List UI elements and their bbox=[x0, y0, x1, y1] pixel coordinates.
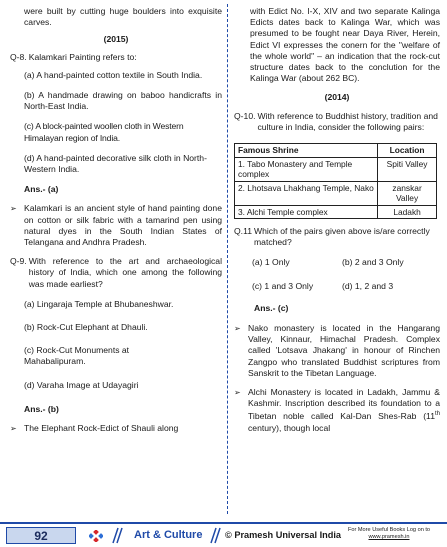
answer: Ans.- (b) bbox=[24, 403, 59, 414]
option-d: (d) 1, 2 and 3 bbox=[342, 280, 394, 291]
options-row bbox=[234, 257, 440, 268]
question-11 bbox=[234, 226, 440, 248]
year-heading: (2014) bbox=[324, 92, 350, 103]
answer: Ans.- (c) bbox=[254, 302, 289, 313]
explanation-bullet bbox=[10, 203, 222, 248]
arrow-bullet-icon: ➢ bbox=[234, 324, 241, 334]
table-row bbox=[235, 157, 437, 181]
table-row bbox=[235, 205, 437, 219]
question-10 bbox=[234, 111, 440, 133]
explanation-text-part: Alchi Monastery is located in Ladakh, Jammu & Kashmir. Inscription described its foundation to a Tibetan noble called Kal-Dan Shes-Rab (11 bbox=[248, 387, 440, 422]
right-column bbox=[234, 6, 440, 434]
arrow-bullet-icon: ➢ bbox=[234, 388, 241, 398]
answer: Ans.- (a) bbox=[24, 184, 59, 195]
arrow-bullet-icon: ➢ bbox=[10, 204, 17, 214]
explanation-text bbox=[248, 387, 440, 434]
location-cell: Ladakh bbox=[378, 205, 437, 219]
website-note bbox=[334, 527, 444, 541]
slash-divider-icon bbox=[210, 527, 220, 544]
option-c: (c) A block-painted woollen cloth in Western Himalayan region of India. bbox=[24, 121, 184, 143]
shrine-cell: 1. Tabo Monastery and Temple complex bbox=[235, 157, 378, 181]
option-c: (c) Rock-Cut Monuments at Mahabalipuram. bbox=[24, 345, 130, 367]
option-b: (b) 2 and 3 Only bbox=[342, 257, 404, 268]
options-row bbox=[234, 281, 440, 292]
page-footer bbox=[0, 522, 447, 546]
website-note-line: For More Useful Books Log on to bbox=[347, 527, 431, 533]
slash-divider-icon bbox=[112, 527, 122, 544]
option-a: (a) Lingaraja Temple at Bhubaneshwar. bbox=[24, 298, 174, 309]
explanation-bullet bbox=[10, 423, 222, 434]
option-c: (c) 1 and 3 Only bbox=[252, 280, 314, 291]
question-text: With reference to the art and archaeological history of India, which one among the following was made earliest? bbox=[28, 256, 222, 289]
location-cell: Spiti Valley bbox=[378, 157, 437, 181]
question-number: Q-10. bbox=[234, 110, 256, 121]
subject-title: Art & Culture bbox=[134, 529, 203, 541]
question-text: Kalamkari Painting refers to: bbox=[28, 51, 137, 62]
diamond-dots-icon bbox=[89, 530, 103, 542]
table-header-row bbox=[235, 144, 437, 158]
explanation-text: The Elephant Rock-Edict of Shauli along bbox=[24, 423, 179, 434]
publisher: © Pramesh Universal India bbox=[225, 530, 342, 540]
question-number: Q-8. bbox=[10, 51, 27, 62]
website-link[interactable]: www.pramesh.in bbox=[368, 534, 410, 540]
column-header: Location bbox=[378, 144, 437, 158]
page-number: 92 bbox=[6, 527, 76, 544]
arrow-bullet-icon: ➢ bbox=[10, 424, 17, 434]
option-a: (a) A hand-painted cotton textile in South India. bbox=[24, 69, 203, 80]
year-heading: (2015) bbox=[103, 34, 129, 45]
continued-paragraph: were built by cutting huge boulders into exquisite carves. bbox=[24, 6, 222, 28]
location-cell: zanskar Valley bbox=[378, 181, 437, 205]
explanation-bullet bbox=[234, 387, 440, 434]
question-text: With reference to Buddhist history, tradition and culture in India, consider the following pairs: bbox=[257, 110, 438, 132]
option-d: (d) Varaha Image at Udayagiri bbox=[24, 379, 139, 390]
question-8 bbox=[10, 52, 222, 63]
explanation-text-part: century), though local bbox=[248, 422, 331, 433]
explanation-text: Kalamkari is an ancient style of hand painting done on cotton or silk fabric with a tamarind pen using natural dyes in the South Indian States of Telangana and Andhra Pradesh. bbox=[24, 203, 222, 248]
shrine-cell: 2. Lhotsava Lhakhang Temple, Nako bbox=[235, 181, 378, 205]
left-column bbox=[10, 6, 222, 434]
superscript: th bbox=[434, 411, 440, 418]
option-b: (b) A handmade drawing on baboo handicrafts in North-East India. bbox=[24, 90, 222, 112]
option-b: (b) Rock-Cut Elephant at Dhauli. bbox=[24, 322, 148, 333]
continued-paragraph: with Edict No. I-X, XIV and two separate Kalinga Edicts dates back to Kalinga War, which was presumed to be fought near Daya River, Herein, Edict VI expresses the conern for the "welfare of the whole world" – an indication that the rock-cut structure dates back to the conclution for the Kalinga War (about 262 BC). bbox=[250, 6, 440, 84]
pairs-table bbox=[234, 143, 437, 219]
shrine-cell: 3. Alchi Temple complex bbox=[235, 205, 378, 219]
column-divider bbox=[227, 4, 228, 514]
column-header: Famous Shrine bbox=[235, 144, 378, 158]
table-row bbox=[235, 181, 437, 205]
option-a: (a) 1 Only bbox=[252, 257, 290, 268]
explanation-bullet bbox=[234, 323, 440, 379]
explanation-text: Nako monastery is located in the Hangarang Valley, Kinnaur, Himachal Pradesh. Complex called 'Lotsava Jhakang' in honour of Rinchen Zangpo who translated Buddhist scriptures from Sanskrit to the Tibetan Language. bbox=[248, 323, 440, 378]
question-text: Which of the pairs given above is/are correctly matched? bbox=[254, 226, 430, 248]
option-d: (d) A hand-painted decorative silk cloth in North-Western India. bbox=[24, 152, 207, 175]
question-number: Q-9. bbox=[10, 256, 27, 267]
question-9 bbox=[10, 256, 222, 290]
question-number: Q.11 bbox=[234, 226, 252, 237]
